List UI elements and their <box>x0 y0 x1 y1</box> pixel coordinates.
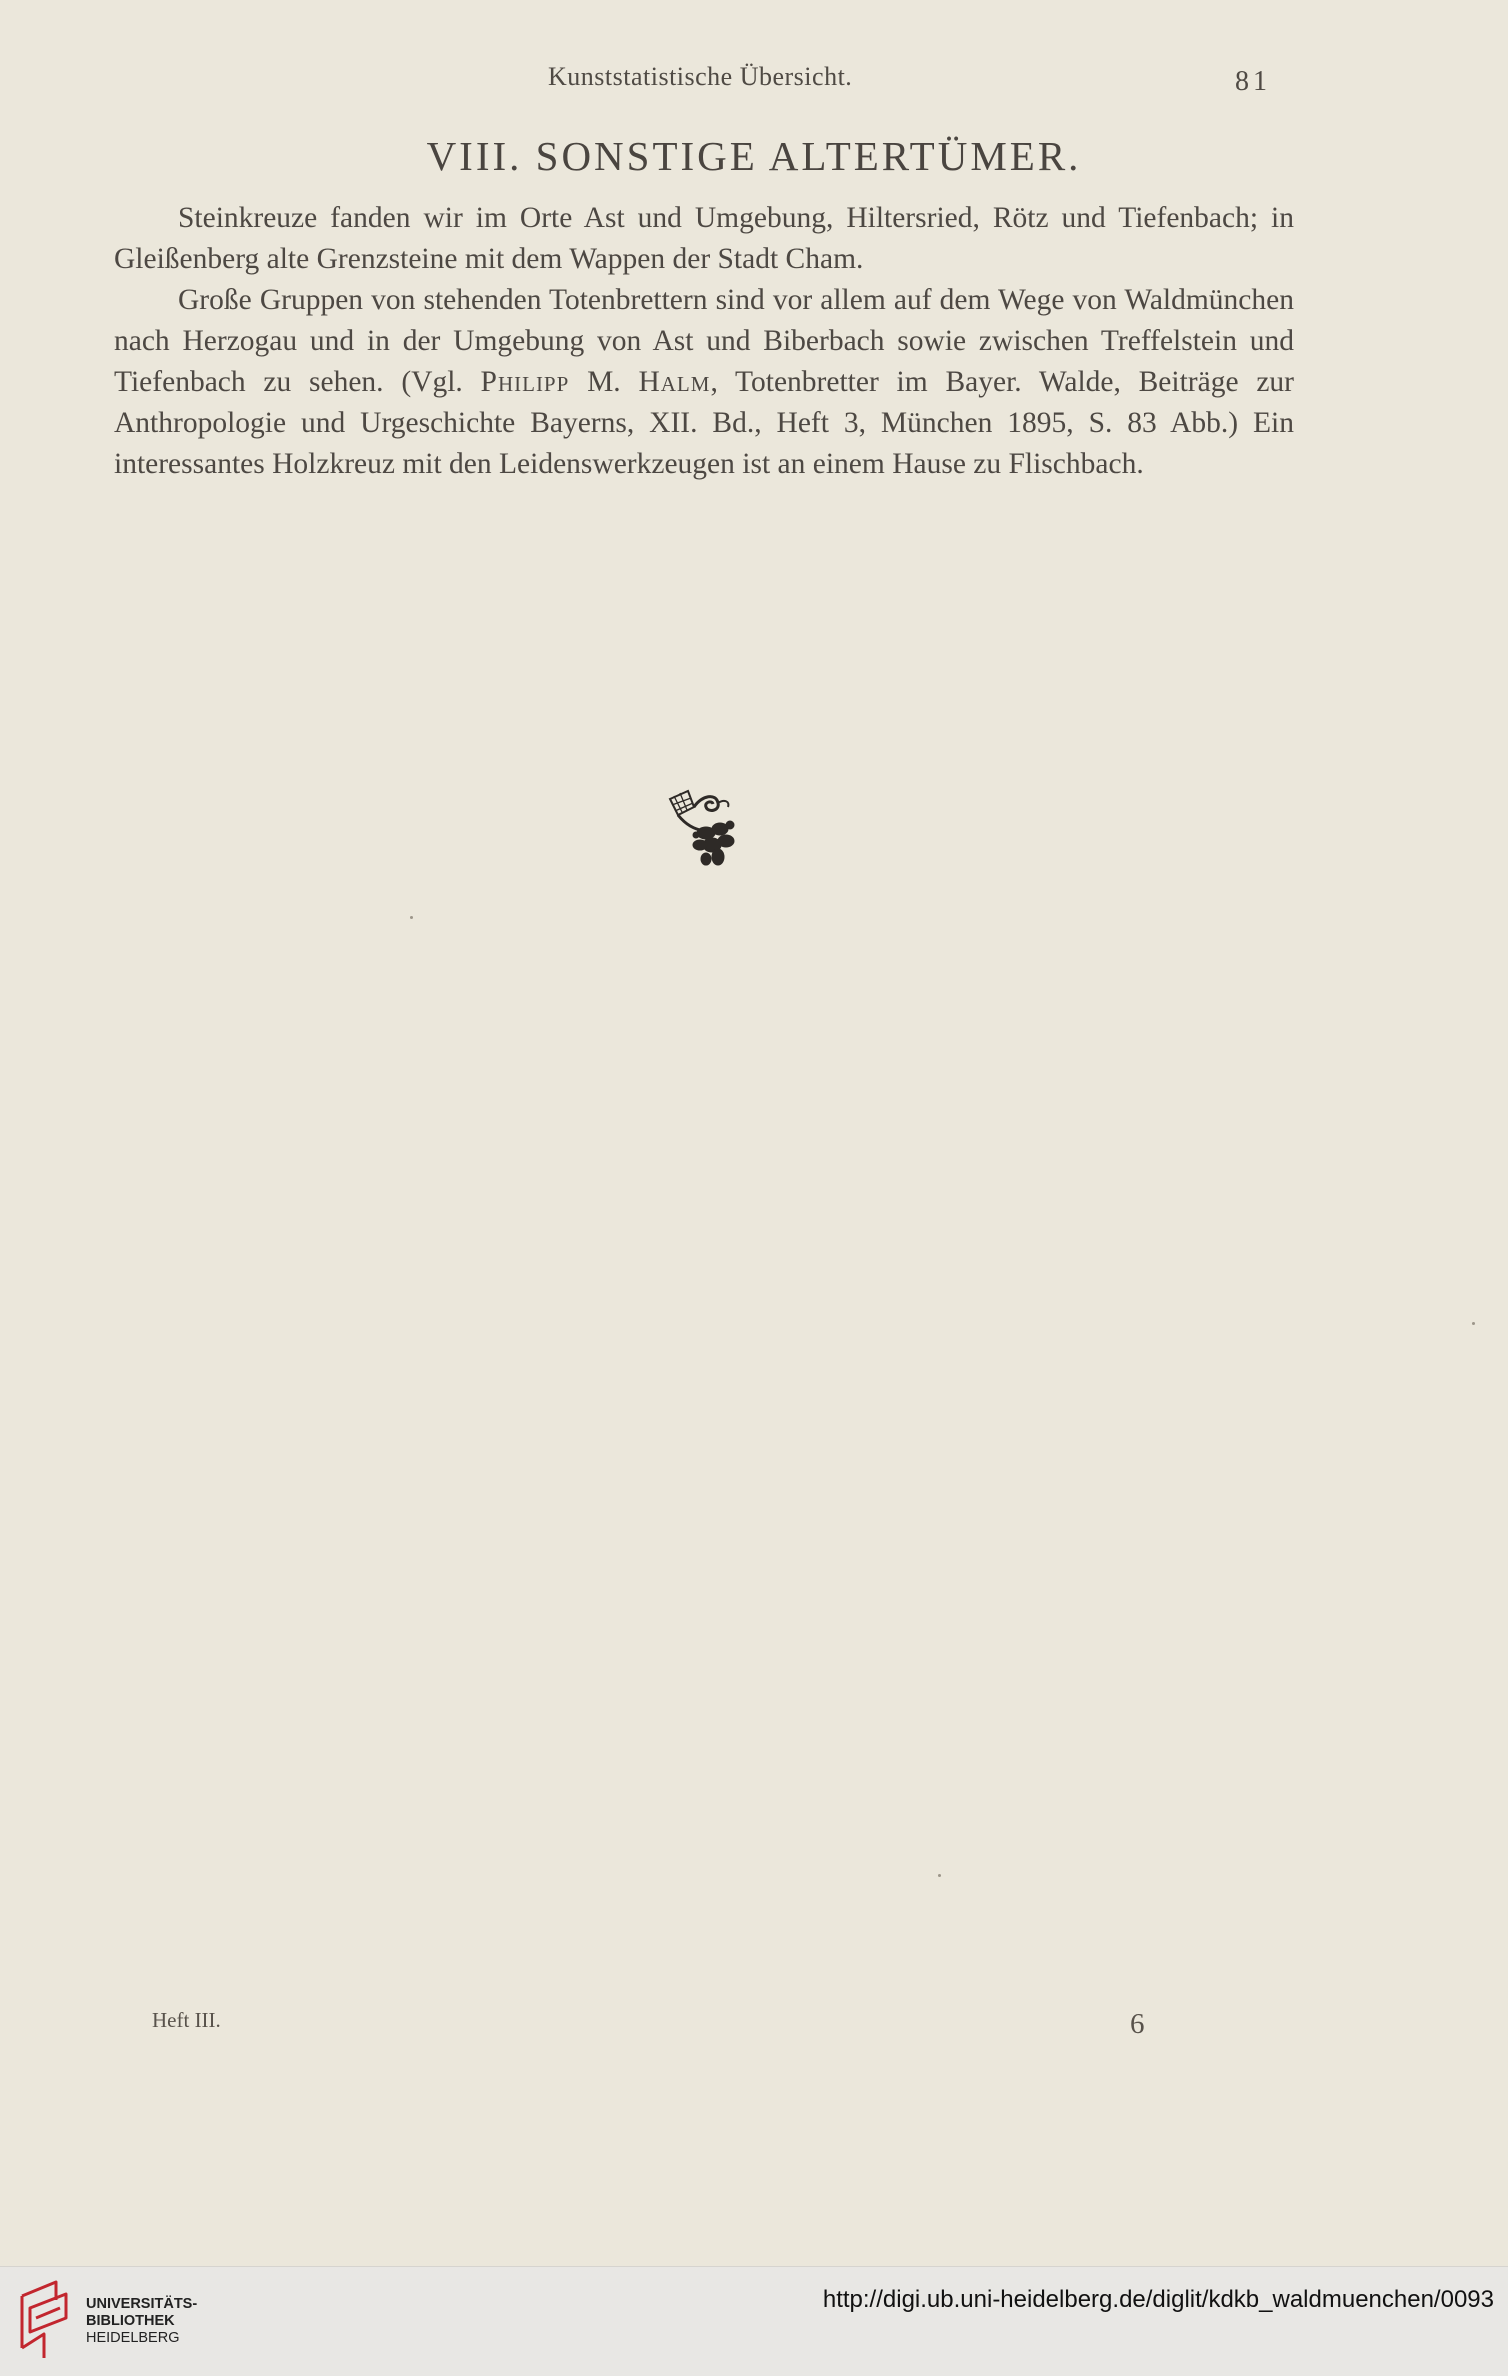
body-text <box>114 198 1294 485</box>
section-heading: VIII. SONSTIGE ALTERTÜMER. <box>426 133 1082 179</box>
sheet-number: 6 <box>1130 2008 1145 2040</box>
running-title: Kunststatistische Übersicht. <box>548 62 853 91</box>
floral-vignette-icon <box>660 785 750 875</box>
paper-speck <box>1472 1322 1475 1325</box>
paragraph-1: Steinkreuze fanden wir im Orte Ast und Umgebung, Hiltersried, Rötz und Tiefenbach; in Gleißenberg alte Grenzsteine mit dem Wappen der Stadt Cham. <box>114 202 1294 275</box>
paragraph-2-text-a: Große Gruppen von stehenden Totenbrettern sind vor allem auf dem Wege von Waldmünchen nach Herzogau und in der Umgebung von Ast und Biberbach sowie zwischen Treffelstein und Tiefenbach zu sehen. (Vgl. <box>114 284 1294 398</box>
paper-speck <box>938 1874 941 1877</box>
running-header <box>0 62 1508 102</box>
paper-speck <box>410 916 413 919</box>
library-name-line-1: UNIVERSITÄTS- <box>86 2296 198 2312</box>
library-footer-bar <box>0 2266 1508 2376</box>
author-first-name: Philipp <box>480 366 570 398</box>
library-name-line-2: BIBLIOTHEK <box>86 2313 175 2329</box>
paragraph-2-text-b: M. <box>569 366 639 398</box>
library-name-line-3: HEIDELBERG <box>86 2330 180 2346</box>
library-name[interactable] <box>86 2296 197 2347</box>
paragraph-2-text-c: , Totenbretter im Bayer. Walde, Beiträge zur Anthropologie und Urgeschichte Bayerns, XII. Bd., Heft 3, München 1895, S. 83 Abb.) Ein interessantes Holzkreuz mit den Leidenswerkzeugen ist an einem Hause zu Flischbach. <box>114 366 1294 480</box>
paragraph-2 <box>114 280 1294 485</box>
page-number: 81 <box>1235 66 1271 97</box>
source-url-link[interactable]: http://digi.ub.uni-heidelberg.de/diglit/kdkb_waldmuenchen/0093 <box>822 2286 1494 2313</box>
author-last-name: Halm <box>638 366 711 398</box>
library-logo-icon[interactable] <box>16 2278 78 2362</box>
signature-mark: Heft III. <box>152 2008 221 2032</box>
